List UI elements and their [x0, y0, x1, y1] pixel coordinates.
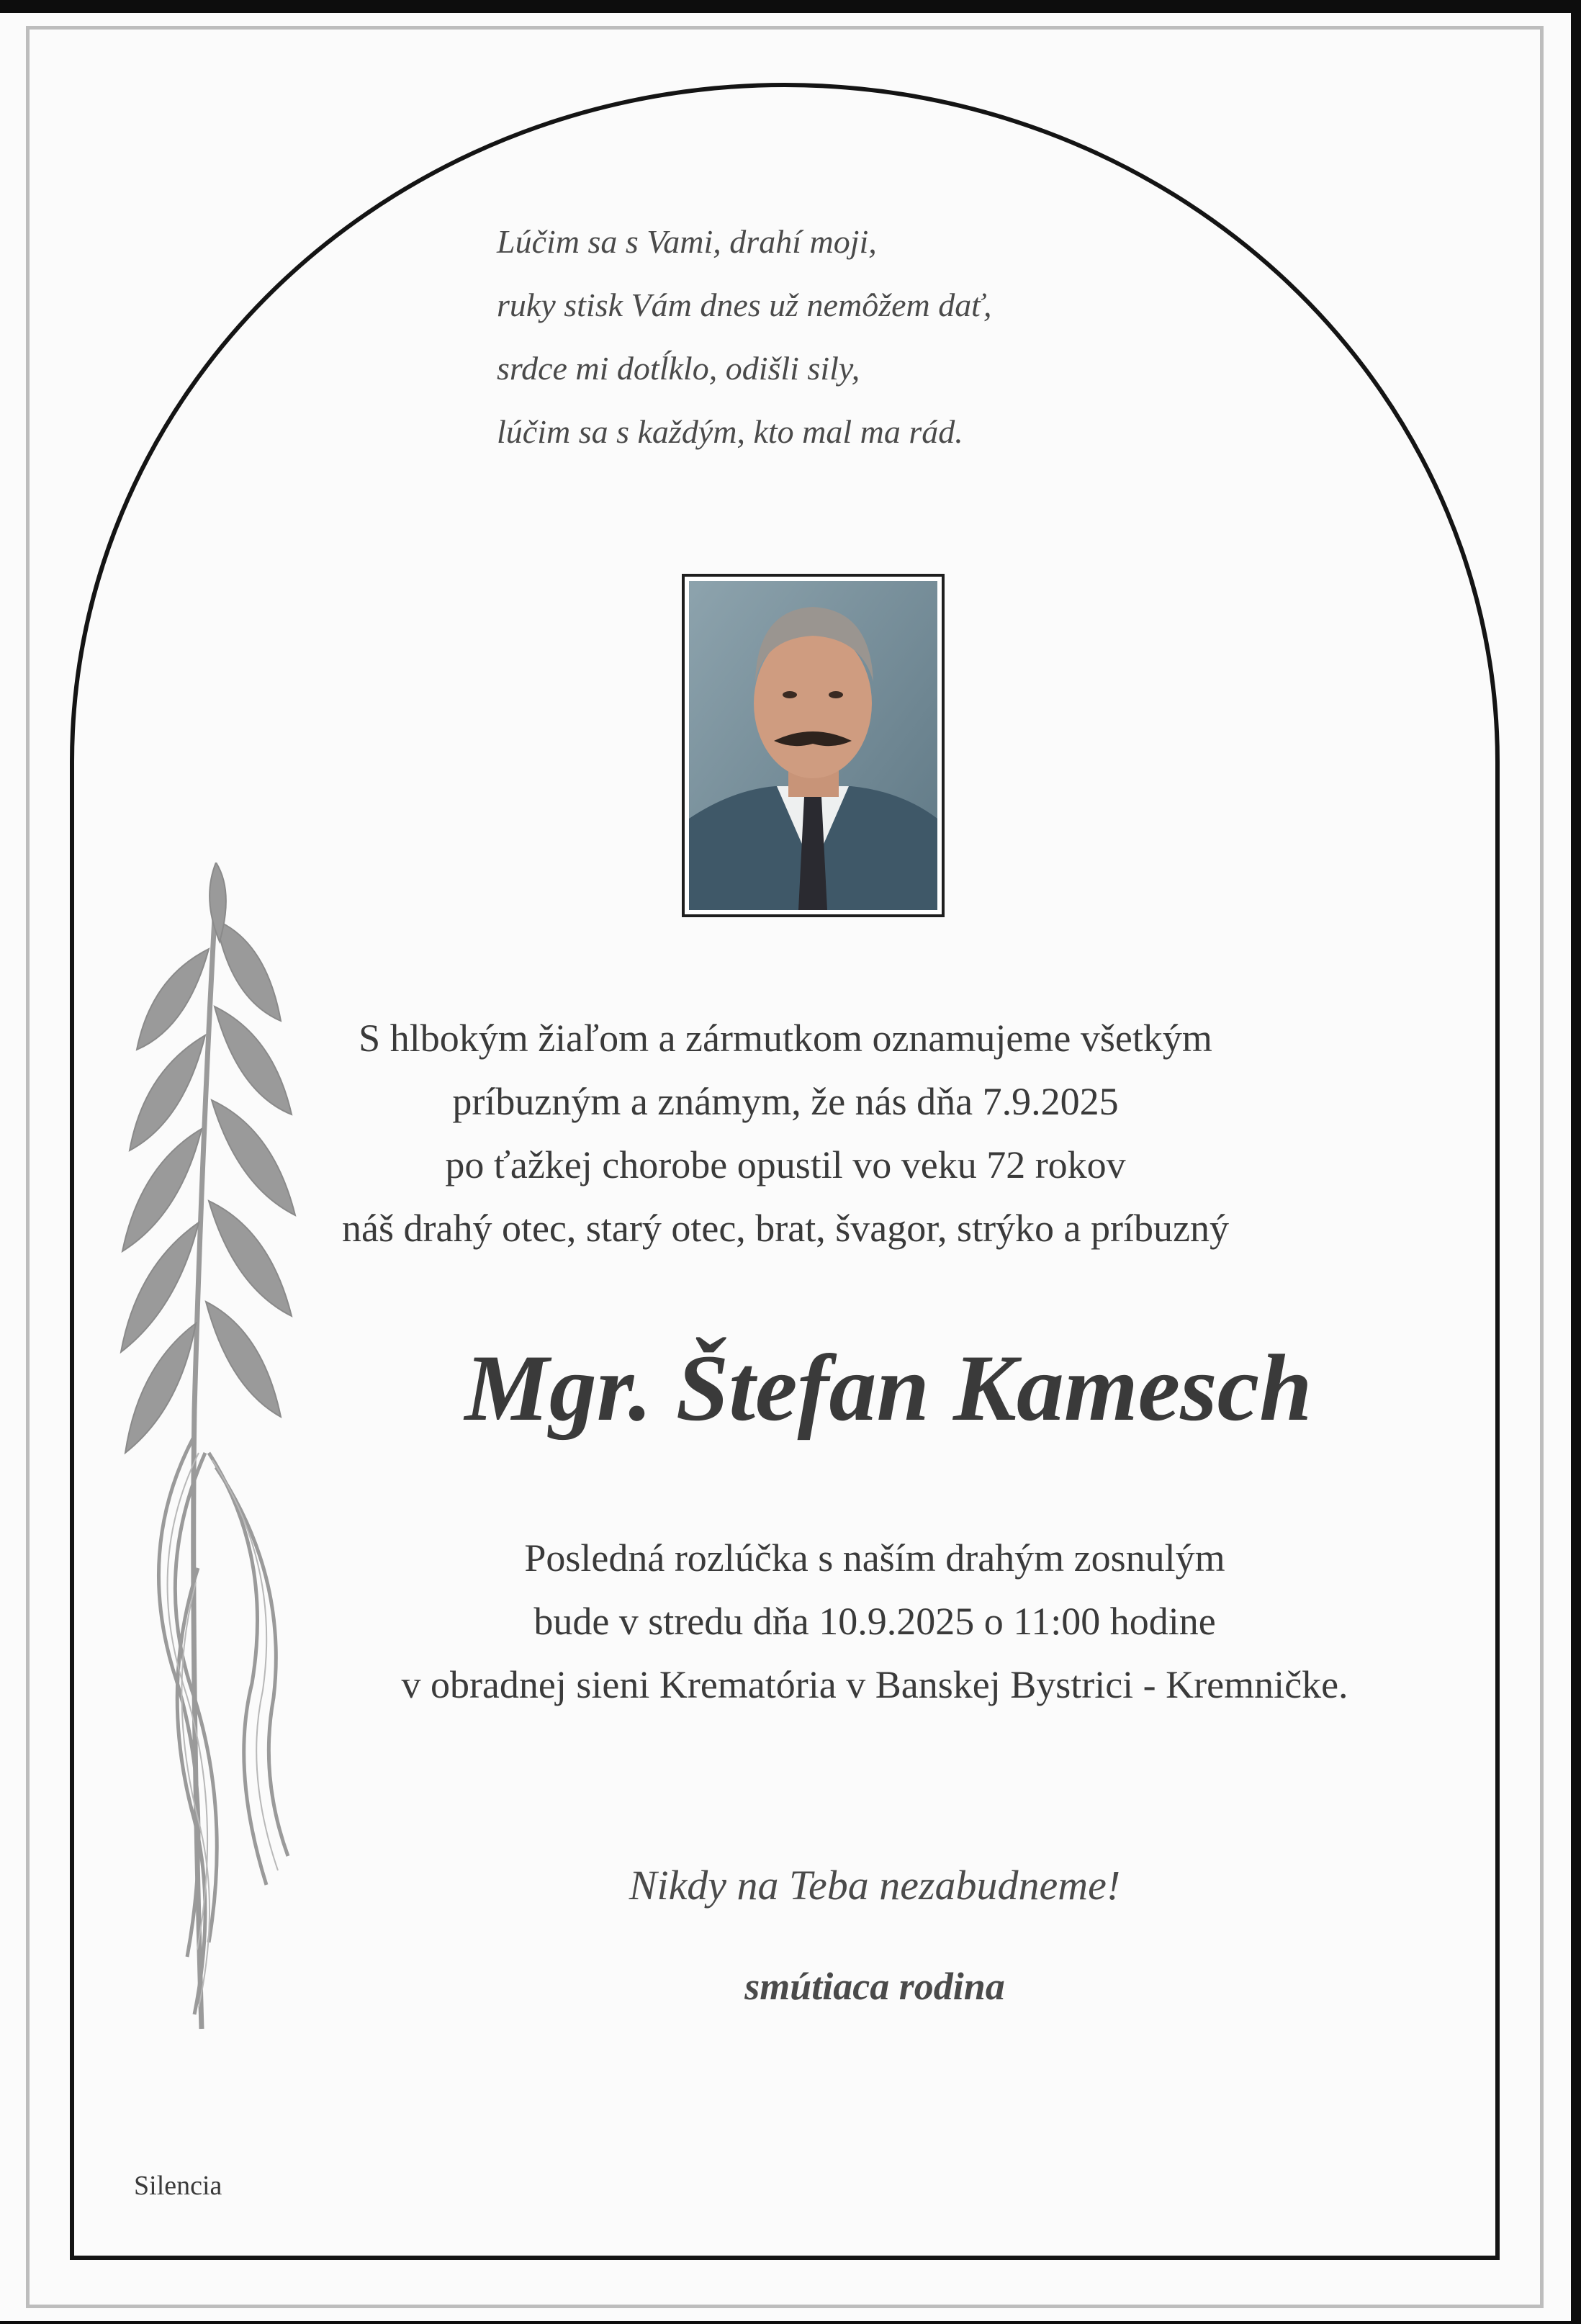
publisher-mark: Silencia — [134, 2171, 222, 2201]
deceased-name: Mgr. Štefan Kamesch — [464, 1335, 1312, 1441]
announcement-line: príbuzným a známym, že nás dňa 7.9.2025 — [452, 1080, 1119, 1123]
family-signature: smútiaca rodina — [744, 1965, 1005, 2008]
funeral-line: Posledná rozlúčka s naším drahým zosnulým — [524, 1536, 1225, 1580]
portrait-image — [689, 581, 937, 910]
poem-line: srdce mi dotĺklo, odišli sily, — [497, 350, 860, 387]
announcement-line: po ťažkej chorobe opustil vo veku 72 rokov — [445, 1143, 1126, 1186]
announcement-line: náš drahý otec, starý otec, brat, švagor, strýko a príbuzný — [342, 1207, 1229, 1250]
announcement-line: S hlbokým žiaľom a zármutkom oznamujeme všetkým — [359, 1017, 1212, 1060]
poem — [497, 210, 991, 464]
farewell-line: Nikdy na Teba nezabudneme! — [629, 1862, 1121, 1909]
obituary-sheet — [0, 13, 1571, 2321]
funeral-line: v obradnej sieni Krematória v Banskej Bystrici - Kremničke. — [401, 1663, 1348, 1706]
poem-line: lúčim sa s každým, kto mal ma rád. — [497, 413, 963, 450]
poem-line: Lúčim sa s Vami, drahí moji, — [497, 223, 877, 260]
funeral-line: bude v stredu dňa 10.9.2025 o 11:00 hodine — [533, 1600, 1216, 1643]
wheat-branch-icon — [108, 863, 324, 2072]
portrait-photo — [682, 574, 945, 917]
poem-line: ruky stisk Vám dnes už nemôžem dať, — [497, 287, 992, 323]
